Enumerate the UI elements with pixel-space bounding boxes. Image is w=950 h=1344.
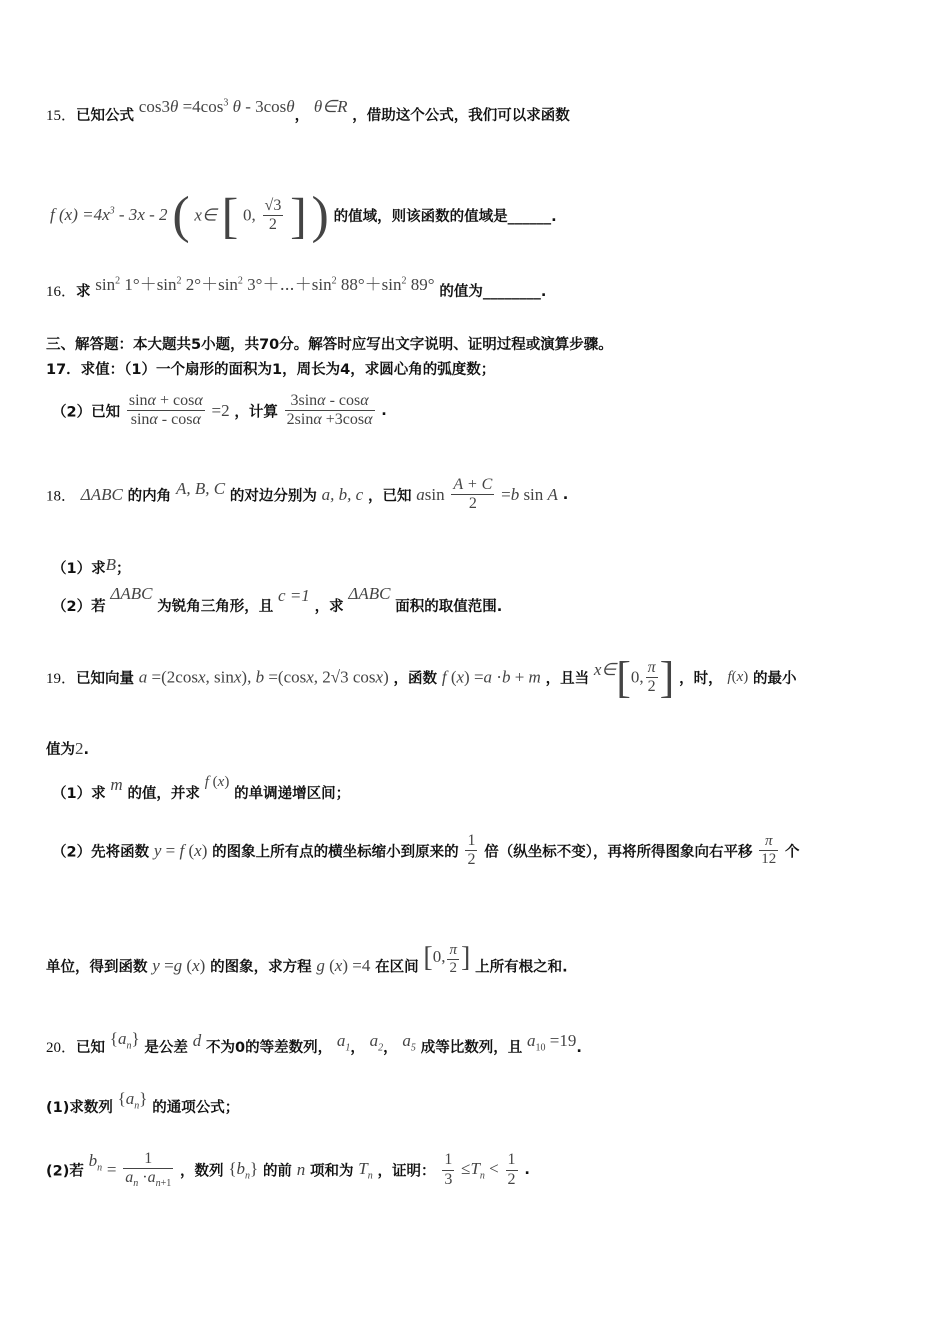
q17-target-fraction: $\frac{3\sin\alpha - \cos\alpha}{2\sin\alpha +3\cos\alpha}$ [286,392,373,429]
q18-line1: 18． ΔABC 的内角 A, B, C 的对边分别为 a, b, c ，已知 asin $\frac{A + C}{2}$ =b sin A . [46,476,569,513]
q15-function: f $(x) =4x^3 - 3x - 2$ [50,204,168,224]
q18-sides: a, b, c [321,484,364,504]
q15-line1: 15．已知公式 $\cos 3\theta =4\cos^3$ θ - 3cosθ， θ∈R ，借助这个公式，我们可以求函数 [46,97,570,124]
q19-part2: （2）先将函数 y = f (x) 的图象上所有点的横坐标缩小到原来的 $\frac{1}{2}$ 倍（纵坐标不变），再将所得图象向右平移 $\frac{\pi}{12}$ 个 [52,832,800,869]
q18-part2: （2）若 ΔABC 为锐角三角形，且 c =1 ，求 ΔABC 面积的取值范围. [52,584,503,615]
q15-number: 15． [46,108,77,124]
q16-line: 16．求 $\sin^2 1^\circ+\sin^2$ $2^\circ+\sin^2$ $3^\circ+\cdots+\sin^2$ $88^\circ+\sin^2$ 89° 的值为________. [46,275,547,300]
q18-part1: （1）求B； [52,555,131,577]
q18-triangle: ΔABC [80,484,123,504]
q15-sqrt3-over-2: $\frac{√3}{2}$ [264,196,282,233]
q17-condition-fraction: $\frac{\sin\alpha + \cos\alpha}{\sin\alpha - \cos\alpha}$ [128,392,203,429]
q18-half-angle: $\frac{A + C}{2}$ [453,476,493,513]
q20-line1: 20．已知 $\{a_n\}$ 是公差 d 不为0的等差数列， $a_1$， $a_2$， $a_5$ 成等比数列，且 $a_{10} =19$. [46,1029,582,1056]
q17-line2: （2）已知 $\frac{\sin\alpha + \cos\alpha}{\sin\alpha - \cos\alpha}$ =2 ，计算 $\frac{3\sin\alpha - \cos\alpha}{2\sin\alpha +3\cos\alpha}$ . [52,392,387,429]
q15-line2: f $(x) =4x^3 - 3x - 2$ ( x∈ [ 0, $\frac{√3}{2}$ ] ) 的值域，则该函数的值域是______. [50,187,557,244]
q17-line1: 17．求值：（1）一个扇形的面积为1，周长为4，求圆心角的弧度数； [46,362,496,378]
q15-condition: θ∈R [313,97,348,116]
q19-function: f (x) =a ·b + m [441,667,541,687]
q19-vectors: a =(2cosx, sinx), b =(cosx, 2√3 cosx) [138,667,389,687]
section-3-heading: 三、解答题：本大题共5小题，共70分。解答时应写出文字说明、证明过程或演算步骤。 [46,337,613,353]
q20-condition: $a_{10} =19$ [526,1031,577,1054]
q19-part2-cont: 单位，得到函数 y =g (x) 的图象，求方程 g (x) =4 在区间 [0, $\frac{\pi}{2}$ ] 上所有根之和. [46,941,568,977]
q16-sum-expression: $\sin^2 1^\circ+\sin^2$ $2^\circ+\sin^2$ $3^\circ+\cdots+\sin^2$ $88^\circ+\sin^2$ 89° [95,275,435,294]
q19-part1: （1）求 m 的值，并求 f (x) 的单调递增区间； [52,774,351,802]
q19-line2: 值为2. [46,739,90,758]
q20-part1: (1)求数列 $\{a_n\}$ 的通项公式； [46,1089,240,1116]
q18-angles: A, B, C [175,478,226,498]
q15-formula: $\cos 3\theta =4\cos^3$ θ - 3cosθ [138,97,295,116]
q20-part2: (2)若 $b_n$ = $\frac{1}{a_n \cdot a_{n+1}}$ ，数列 $\{b_n\}$ 的前 n 项和为 $T_n$ ，证明： $\frac{1}{3}$ $\le T_n$ < $\frac{1}{2}$ . [46,1150,530,1190]
q19-line1: 19．已知向量 a =(2cosx, sinx), b =(cosx, 2√3 cosx) ，函数 f (x) =a ·b + m ，且当 x∈[0, $\frac{\pi}{2}$ ] ，时， f(x) 的最小 [46,653,797,702]
